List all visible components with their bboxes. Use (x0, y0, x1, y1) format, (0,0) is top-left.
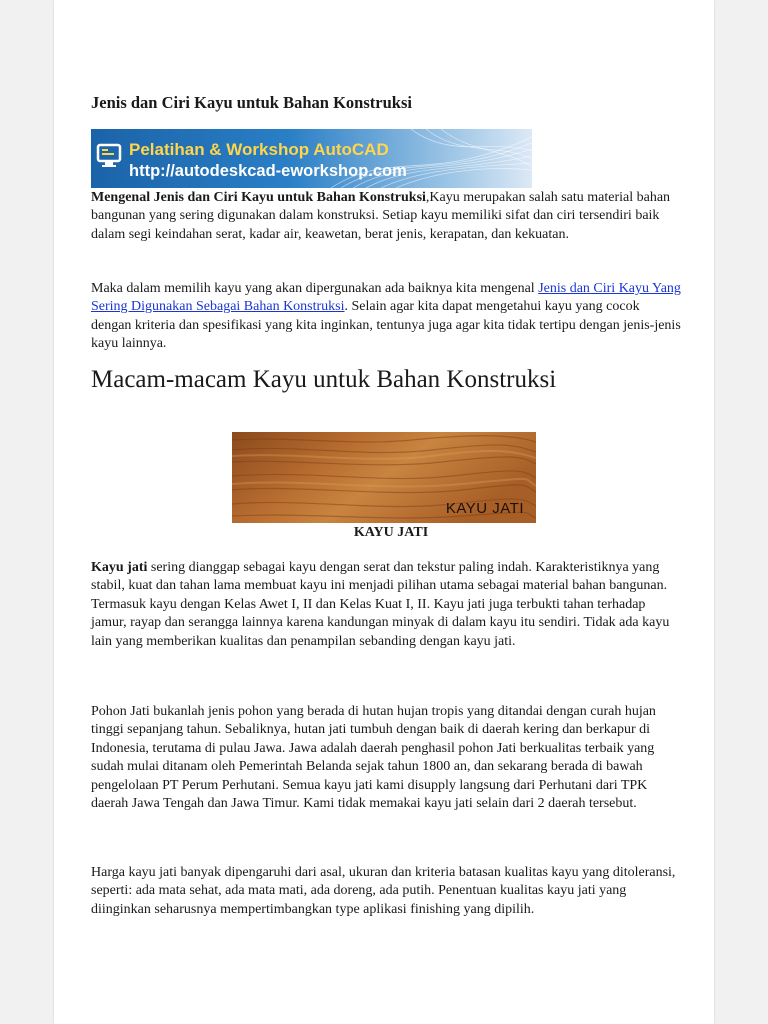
autocad-banner[interactable] (91, 129, 532, 188)
section-heading: Macam-macam Kayu untuk Bahan Konstruksi (91, 366, 557, 393)
monitor-logo-icon (96, 139, 126, 173)
document-title: Jenis dan Ciri Kayu untuk Bahan Konstruksi (91, 93, 412, 112)
intro-text: ,Kayu merupakan salah satu material bahan bangunan yang sering digunakan dalam konstruksi. Setiap kayu memiliki sifat dan ciri tersendiri baik dalam segi keindahan serat, kadar air, keawetan, berat jenis, kerapatan, dan kekuatan. (91, 190, 671, 242)
intro-paragraph (91, 189, 681, 244)
document-page (54, 0, 714, 1024)
banner-url: http://autodeskcad-eworkshop.com (129, 162, 407, 180)
pohon-jati-paragraph: Pohon Jati bukanlah jenis pohon yang berada di hutan hujan tropis yang ditandai dengan curah hujan tinggi sepanjang tahun. Sebaliknya, hutan jati tumbuh dengan baik di daerah kering dan berkapur di Indonesia, terutama di pulau Jawa. Jawa adalah daerah penghasil pohon Jati berkualitas terbaik yang sudah mulai ditanam oleh Pemerintah Belanda sejak tahun 1800 an, dan sekarang berada di bawah pengelolaan PT Perum Perhutani. Semua kayu jati kami disupply langsung dari Perhutani dari TPK daerah Jawa Tengah dan Jawa Timur. Kami tidak memakai kayu jati selain dari 2 daerah tersebut. (91, 704, 656, 812)
selection-text-after: . Selain agar kita dapat mengetahui kayu yang cocok dengan kriteria dan spesifikasi yang kita inginkan, tentunya juga agar kita tidak tertipu dengan jenis-jenis kayu lainnya. (91, 299, 681, 352)
kayu-jati-image (232, 432, 536, 523)
kayu-jati-bold-lead: Kayu jati (91, 560, 148, 575)
harga-kayu-paragraph: Harga kayu jati banyak dipengaruhi dari asal, ukuran dan kriteria batasan kualitas kayu yang ditoleransi, seperti: ada mata sehat, ada mata mati, ada doreng, ada putih. Penentuan kualitas kayu jati yang diinginkan seharusnya mempertimbangkan type aplikasi finishing yang dipilih. (91, 865, 676, 917)
wood-image-label: KAYU JATI (445, 500, 524, 517)
kayu-jati-text: sering dianggap sebagai kayu dengan serat dan tekstur paling indah. Karakteristiknya yang stabil, kuat dan tahan lama membuat kayu ini menjadi pilihan utama sebagai material bahan bangunan. Termasuk kayu dengan Kelas Awet I, II dan Kelas Kuat I, II. Kayu jati juga terbukti tahan terhadap jamur, rayap dan serangga lainnya karena kandungan minyak di dalam kayu itu sendiri. Tidak ada kayu lain yang memberikan kualitas dan penampilan sebanding dengan kayu jati. (91, 560, 670, 649)
banner-headline: Pelatihan & Workshop AutoCAD (129, 140, 389, 159)
kayu-jati-paragraph (91, 559, 681, 651)
image-caption: KAYU JATI (353, 525, 429, 540)
jenis-ciri-kayu-link[interactable]: Jenis dan Ciri Kayu Yang Sering Digunakan Sebagai Bahan Konstruksi (91, 281, 681, 315)
intro-bold-lead: Mengenal Jenis dan Ciri Kayu untuk Bahan Konstruksi (91, 190, 426, 205)
selection-text-before: Maka dalam memilih kayu yang akan dipergunakan ada baiknya kita mengenal (91, 281, 539, 296)
selection-paragraph (91, 280, 681, 354)
